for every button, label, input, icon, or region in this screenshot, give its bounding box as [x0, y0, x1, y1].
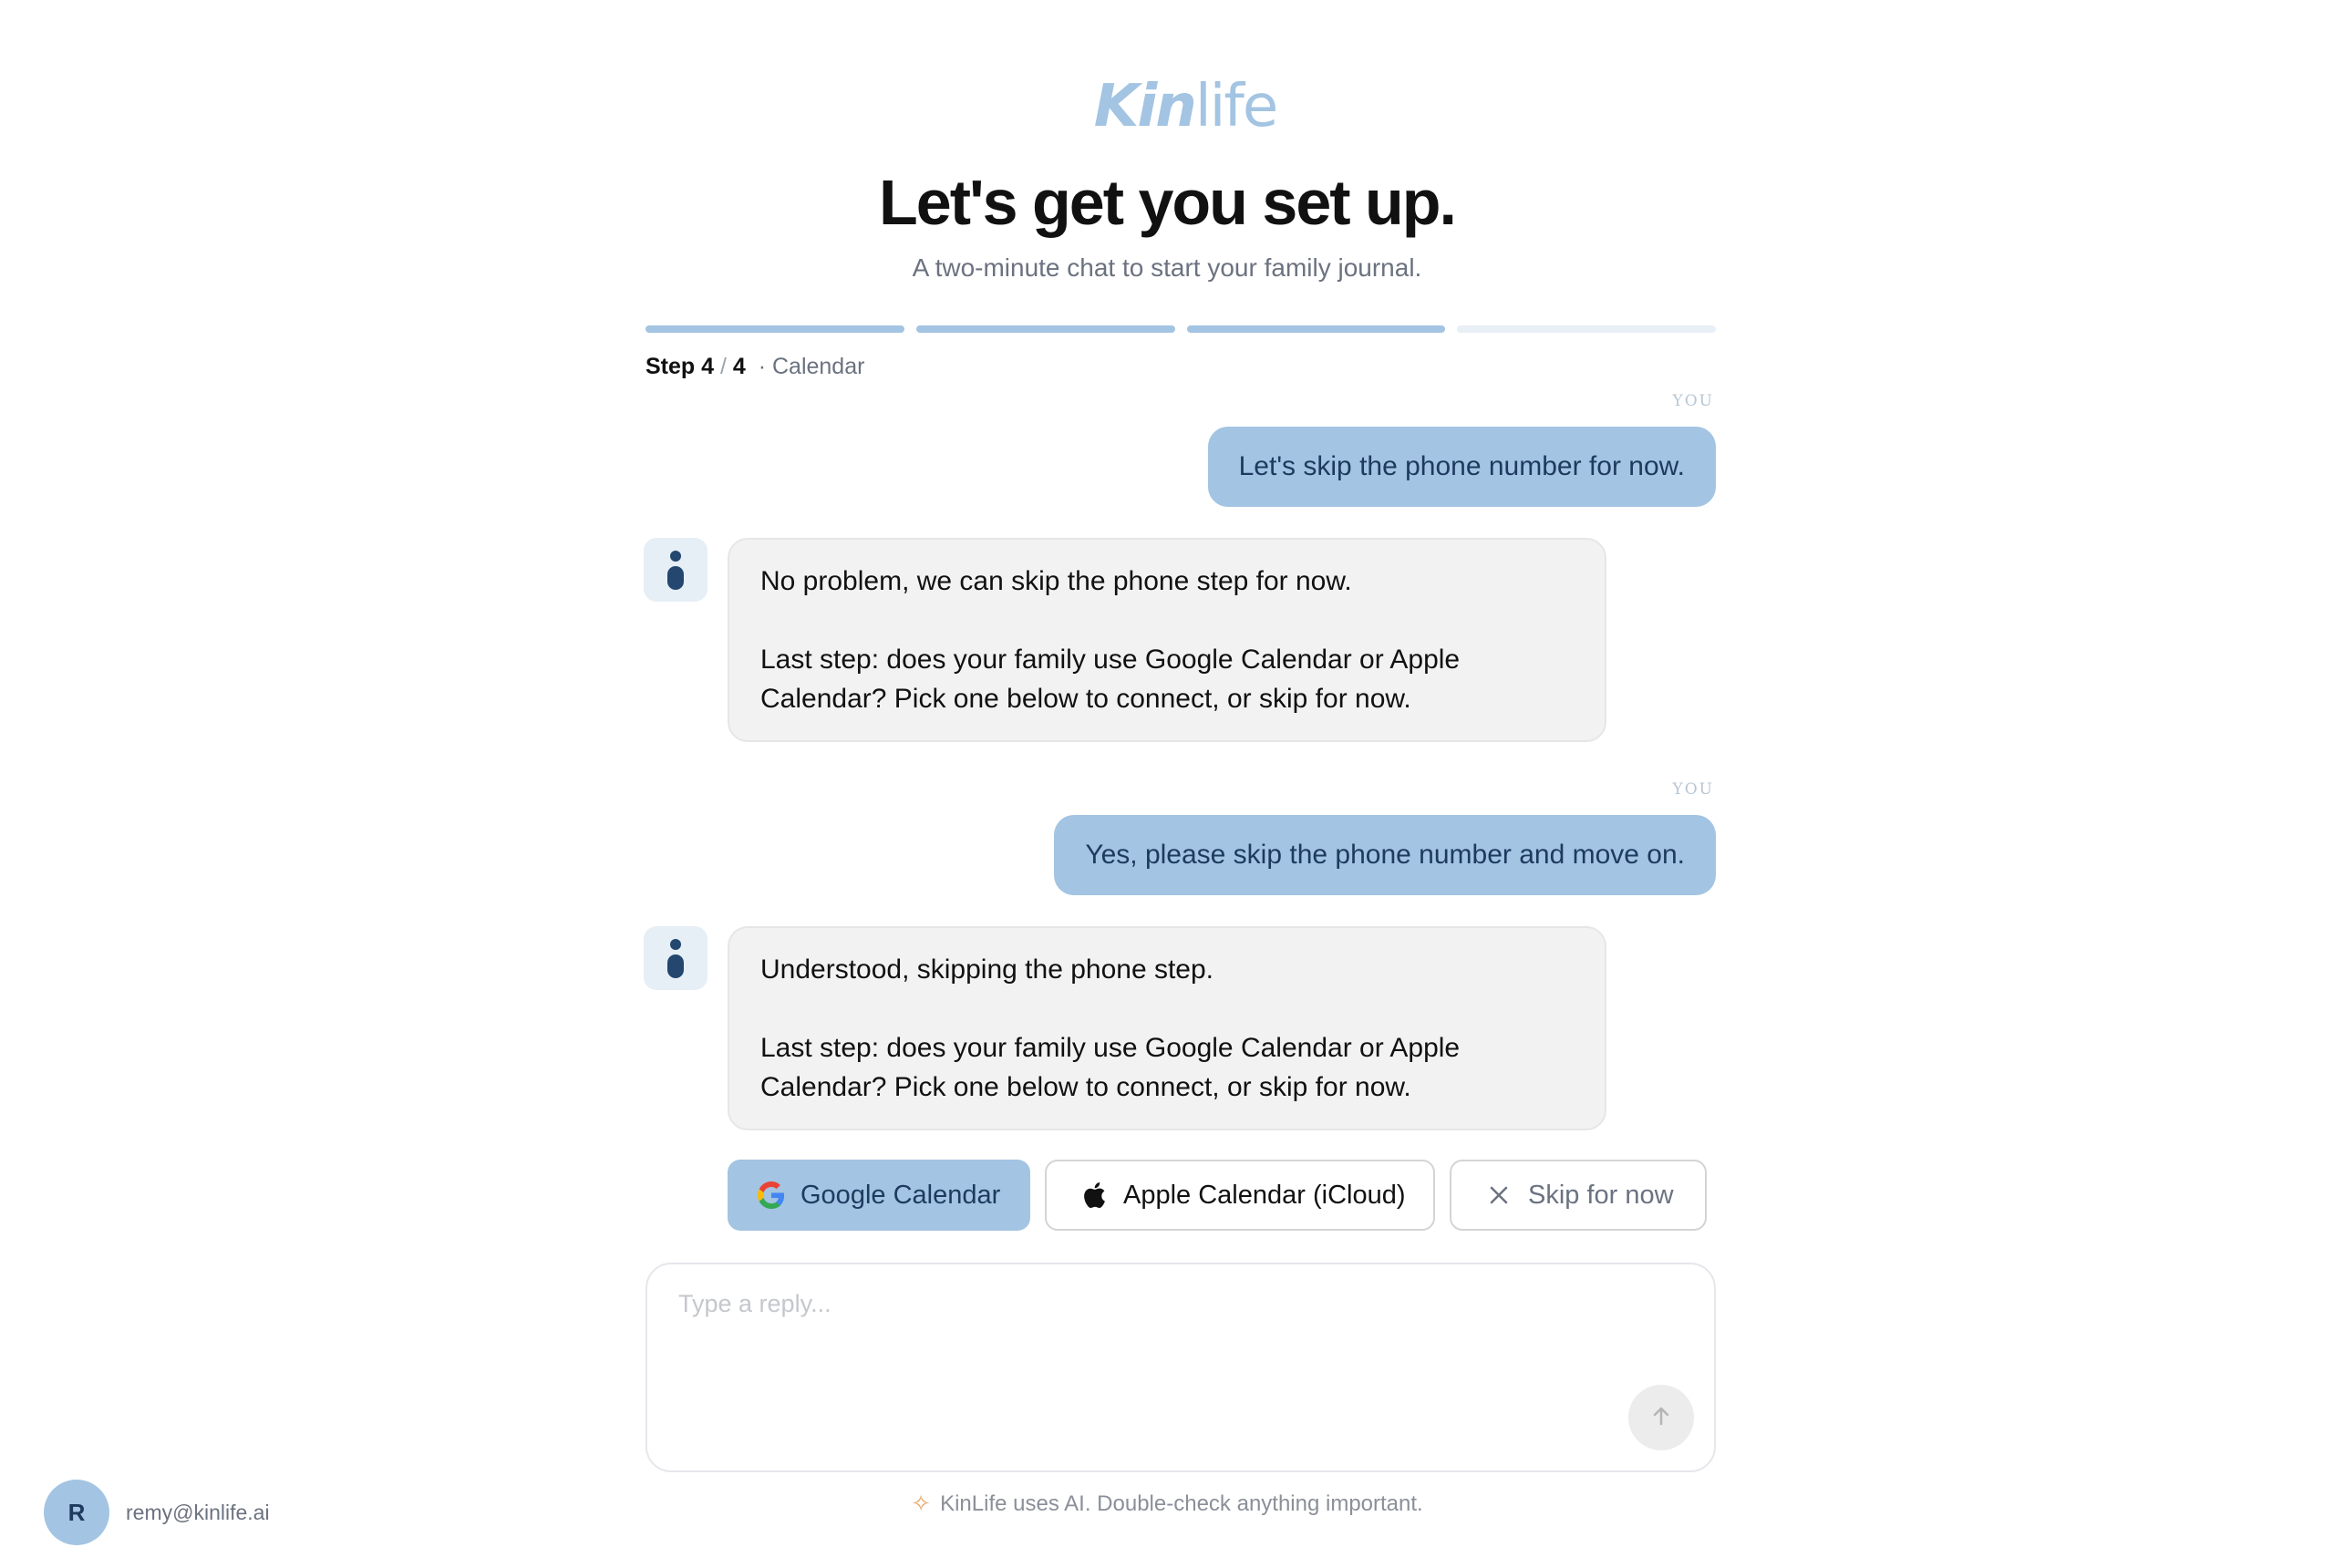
info-icon — [670, 939, 681, 950]
apple-calendar-label: Apple Calendar (iCloud) — [1123, 1180, 1406, 1210]
account-chip[interactable] — [44, 1480, 270, 1545]
assistant-message — [728, 538, 1606, 742]
assistant-message-paragraph: Last step: does your family use Google Calendar or Apple Calendar? Pick one below to connect, or skip for now. — [760, 1033, 1461, 1102]
google-calendar-button[interactable] — [728, 1160, 1030, 1231]
step-total: 4 — [732, 354, 746, 379]
close-icon — [1484, 1181, 1513, 1210]
page-subtitle: A two-minute chat to start your family journal. — [912, 253, 1422, 282]
progress-segment-4 — [1457, 325, 1716, 333]
google-calendar-label: Google Calendar — [800, 1180, 1001, 1210]
google-icon — [757, 1181, 786, 1210]
logo-light-text: life — [1194, 73, 1277, 140]
user-message: Let's skip the phone number for now. — [1208, 427, 1716, 507]
assistant-message-paragraph: Last step: does your family use Google Calendar or Apple Calendar? Pick one below to connect, or skip for now. — [760, 645, 1461, 714]
user-email: remy@kinlife.ai — [126, 1500, 270, 1524]
reply-composer — [645, 1263, 1716, 1472]
assistant-message — [728, 926, 1606, 1130]
skip-label: Skip for now — [1528, 1180, 1674, 1210]
progress-segment-1 — [645, 325, 904, 333]
assistant-message-paragraph: Understood, skipping the phone step. — [760, 954, 1214, 985]
step-indicator — [645, 354, 864, 380]
info-icon — [670, 551, 681, 562]
skip-button[interactable] — [1450, 1160, 1707, 1231]
progress-bar — [645, 325, 1716, 333]
user-message-tag: YOU — [1672, 392, 1714, 410]
assistant-avatar — [644, 926, 707, 990]
page-title: Let's get you set up. — [879, 167, 1455, 238]
disclaimer-text: KinLife uses AI. Double-check anything important. — [940, 1491, 1423, 1516]
step-divider: / — [720, 354, 727, 379]
progress-segment-2 — [916, 325, 1175, 333]
kinlife-logo — [1094, 66, 1276, 148]
assistant-avatar — [644, 538, 707, 602]
arrow-up-icon — [1648, 1403, 1674, 1433]
sparkle-icon: ✧ — [911, 1490, 932, 1517]
apple-icon — [1079, 1181, 1109, 1210]
user-message-tag: YOU — [1672, 780, 1714, 799]
send-button[interactable] — [1628, 1385, 1694, 1450]
step-word: Step — [645, 354, 696, 379]
logo-bold-text: Kin — [1093, 73, 1195, 140]
assistant-message-paragraph: No problem, we can skip the phone step for now. — [760, 566, 1352, 596]
apple-calendar-button[interactable] — [1045, 1160, 1435, 1231]
step-current: 4 — [701, 354, 715, 379]
user-message: Yes, please skip the phone number and move on. — [1054, 815, 1716, 895]
step-name: · Calendar — [758, 354, 865, 379]
ai-disclaimer — [0, 1490, 2334, 1518]
info-icon-stem — [667, 566, 684, 590]
progress-segment-3 — [1187, 325, 1446, 333]
reply-input[interactable] — [676, 1288, 1592, 1429]
info-icon-stem — [667, 954, 684, 978]
avatar: R — [44, 1480, 109, 1545]
